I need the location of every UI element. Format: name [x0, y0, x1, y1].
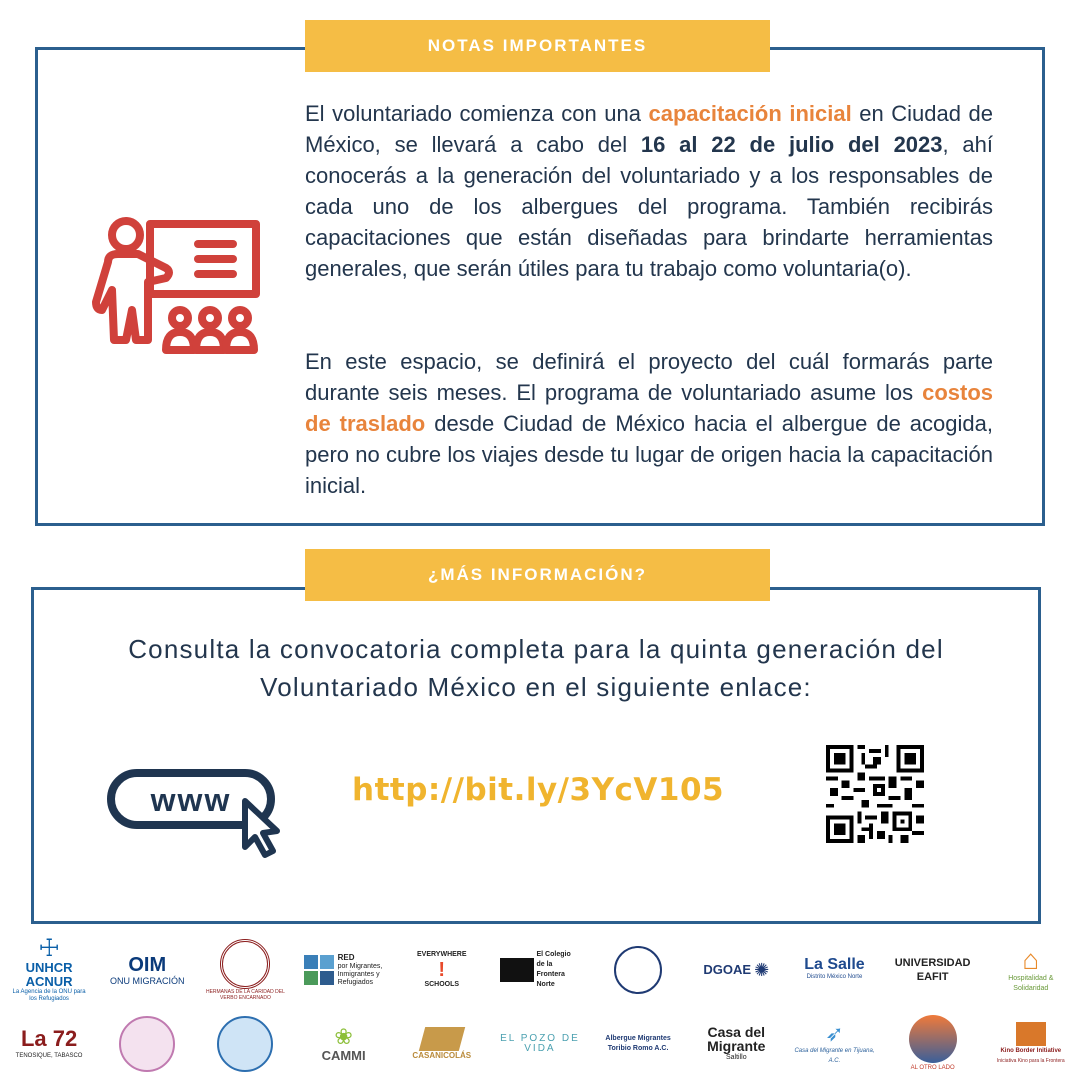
logo-red-sub: por Migrantes, Inmigrantes y Refugiados — [337, 963, 383, 986]
logo-unhcr-name: UNHCR ACNUR — [25, 960, 73, 989]
p2-text-2: desde Ciudad de México hacia el albergue de acogida, pero no cubre los viajes desde tu lugar de origen hacia la capacitación inicial. — [305, 411, 993, 498]
cammi-figure-icon: ❀ — [334, 1024, 353, 1049]
logo-oim-sub: ONU MIGRACIÓN — [109, 976, 185, 986]
logo-la72-sub: TENOSIQUE, TABASCO — [15, 1053, 83, 1059]
logo-everywhere-name: EVERYWHERE — [417, 951, 467, 958]
logo-casa-belen — [205, 1016, 285, 1072]
logo-al-otro-lado — [893, 1015, 973, 1073]
logo-casa-migrante-saltillo — [696, 1025, 776, 1063]
logo-unam — [598, 946, 678, 994]
logo-eafit — [893, 956, 973, 984]
logo-unhcr — [9, 937, 89, 1003]
logo-lasalle-sub: Distrito México Norte — [806, 974, 863, 980]
www-text: www — [150, 782, 232, 818]
logo-kino-sub: Iniciativa Kino para la Frontera — [996, 1058, 1065, 1064]
p1-highlight: capacitación inicial — [648, 101, 852, 126]
logo-albergue-circle-1 — [107, 1016, 187, 1072]
logo-unhcr-sub: La Agencia de la ONU para los Refugiados — [12, 989, 86, 1002]
p1-dates: 16 al 22 de julio del 2023 — [640, 132, 943, 157]
logo-pozo-name: EL POZO DE VIDA — [500, 1033, 580, 1054]
p2-text-1: En este espacio, se definirá el proyecto del cuál formarás parte durante seis meses. El programa de voluntariado asume los — [305, 349, 993, 405]
logo-colef — [500, 950, 580, 990]
logo-saltillo-sub: Saltillo — [725, 1054, 747, 1061]
logo-hermanas — [205, 939, 285, 1001]
convocatoria-link[interactable]: http://bit.ly/3YcV105 — [352, 772, 725, 808]
logo-lasalle-name: La Salle — [804, 956, 865, 973]
logo-casanicolas — [402, 1027, 482, 1061]
colef-mountain-icon — [500, 958, 534, 982]
dgoae-swirl-icon: ✺ — [754, 960, 770, 980]
logo-toribio-romo — [598, 1034, 678, 1054]
logo-casanicolas-name: CASANICOLÁS — [412, 1051, 472, 1060]
presenter-icon — [88, 210, 268, 365]
ccvi-blocks-icon — [304, 955, 334, 985]
hermanas-seal-icon — [220, 939, 270, 989]
logo-pozo-de-vida — [500, 1034, 580, 1054]
info-tab: ¿MÁS INFORMACIÓN? — [305, 549, 770, 601]
logo-cammi-name: CAMMI — [321, 1048, 366, 1063]
al-otro-lado-sun-icon — [909, 1015, 957, 1063]
p1-text-3: , ahí conocerás a la generación del voluntariado y a los responsables de cada uno de los albergues del programa. También recibirás capacitaciones que están diseñadas para brindarte herramientas generales, que serán útiles para tu trabajo como voluntaria(o). — [305, 132, 993, 281]
partner-logos-row-2 — [0, 1010, 1080, 1078]
logo-kino-name: Kino Border Initiative — [1000, 1048, 1062, 1054]
logo-tijuana-name: Casa del Migrante en Tijuana, A.C. — [794, 1048, 875, 1064]
p1-text-2: en Ciudad de México, se llevará a cabo del — [305, 101, 993, 157]
logo-cammi — [304, 1025, 384, 1063]
logo-hospitalidad — [991, 946, 1071, 994]
logo-everywhere-sub: SCHOOLS — [424, 981, 460, 988]
logo-la72-name: La 72 — [20, 1026, 78, 1051]
unhcr-emblem-icon: ☩ — [38, 935, 60, 962]
tijuana-bird-icon: ➶ — [825, 1021, 844, 1046]
p2-highlight: costos de traslado — [305, 380, 993, 436]
www-cursor-icon — [105, 765, 300, 860]
kino-emblem-icon — [1016, 1022, 1046, 1046]
logo-dgoae — [696, 960, 776, 980]
consult-text — [40, 630, 1032, 706]
notas-paragraph-2 — [305, 346, 993, 501]
logo-red-name: RED — [337, 953, 355, 962]
logo-dgoae-name: DGOAE — [703, 962, 752, 977]
logo-everywhere-schools — [402, 950, 482, 990]
casanicolas-blocks-icon — [419, 1027, 465, 1051]
casa-seal-icon — [217, 1016, 273, 1072]
partner-logos-row-1 — [0, 935, 1080, 1005]
logo-oim-name: OIM — [128, 954, 167, 976]
logo-saltillo-name: Casa del Migrante — [707, 1024, 766, 1054]
consult-line-1: Consulta la convocatoria completa para la quinta generación del — [128, 634, 944, 664]
albergue-seal-icon — [119, 1016, 175, 1072]
notas-paragraph-1 — [305, 98, 993, 284]
consult-line-2: Voluntariado México en el siguiente enlace: — [260, 672, 812, 702]
logo-la72 — [9, 1027, 89, 1061]
logo-oim — [107, 954, 187, 986]
p1-text-1: El voluntariado comienza con una — [305, 101, 649, 126]
logo-otro-lado-name: AL OTRO LADO — [910, 1065, 955, 1071]
qr-code[interactable] — [826, 745, 924, 843]
logo-toribio-name: Albergue Migrantes Toribio Romo A.C. — [605, 1035, 671, 1052]
logo-casa-migrante-tijuana — [794, 1022, 874, 1066]
logo-lasalle — [794, 958, 874, 982]
logo-kino-border — [991, 1022, 1071, 1066]
house-people-icon: ⌂ — [1022, 944, 1040, 975]
notas-tab: NOTAS IMPORTANTES — [305, 20, 770, 72]
logo-hospitalidad-name: Hospitalidad & Solidaridad — [1008, 975, 1054, 992]
unam-seal-icon — [614, 946, 662, 994]
logo-eafit-name: UNIVERSIDAD EAFIT — [894, 957, 971, 983]
exclamation-icon: ! — [438, 959, 446, 981]
logo-colef-name: El Colegio de la Frontera Norte — [536, 951, 571, 988]
logo-ccvi-red — [304, 953, 384, 987]
logo-hermanas-sub: HERMANAS DE LA CARIDAD DEL VERBO ENCARNADO — [205, 989, 285, 1001]
